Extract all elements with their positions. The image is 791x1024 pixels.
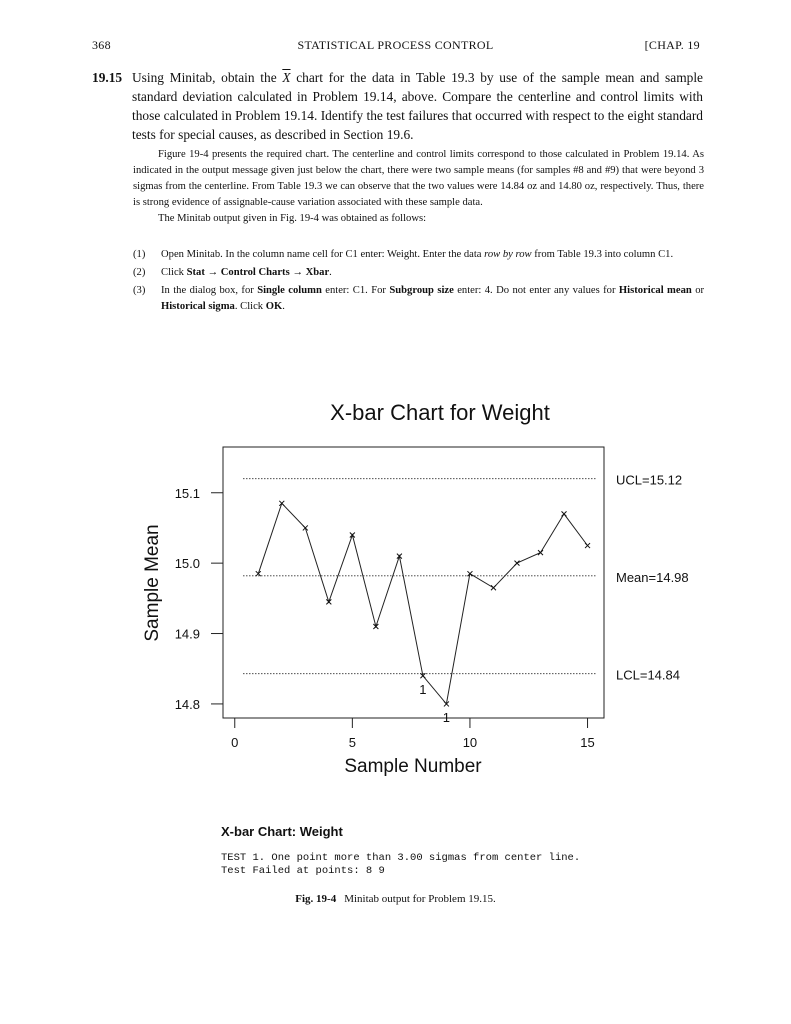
data-point <box>326 599 331 604</box>
data-point <box>514 561 519 566</box>
problem-statement <box>92 68 703 144</box>
x-tick-label: 15 <box>580 735 595 750</box>
solution-paragraph-1: Figure 19-4 presents the required chart. The centerline and control limits correspond to those calculated in Problem 19.14. As indicated in the output message given just below the chart, there were two sample means (for samples #8 and #9) that were beyond 3 sigmas from the centerline. From Table 19.3 we can observe that the two values were 14.84 oz and 14.80 oz, respectively. Thus, there is strong evidence of assignable-cause variation associated with these sample data. <box>133 149 704 208</box>
problem-text-end: chart for the data in Table 19.3 by use of the sample mean and sample standard deviation calculated in Problem 19.14, above. Compare the centerline and control limits with those calculated in Problem 19.14. Identify the test failures that occurred with respect to the eight standard tests for special causes, as described in Section 19.6. <box>132 70 703 142</box>
figure-label: Fig. 19-4 <box>295 893 337 905</box>
step-text: Click <box>161 267 187 278</box>
step-number: (2) <box>133 267 146 278</box>
data-point <box>538 550 543 555</box>
arrow-icon: → <box>289 267 306 278</box>
step-text: In the dialog box, for <box>161 285 258 296</box>
running-title: STATISTICAL PROCESS CONTROL <box>297 38 494 52</box>
step-text: . Click <box>234 301 266 312</box>
chapter-label: [CHAP. 19 <box>644 38 700 52</box>
procedure-steps <box>133 247 704 317</box>
step-2 <box>133 265 704 281</box>
plot-frame <box>223 447 604 718</box>
test-failure-flag: 1 <box>442 709 451 725</box>
reference-label-2: LCL=14.84 <box>616 667 680 683</box>
data-point <box>303 525 308 530</box>
field-single-column: Single column <box>257 285 322 296</box>
menu-xbar: Xbar <box>305 267 330 278</box>
step-3 <box>133 283 704 315</box>
solution-paragraph-2: The Minitab output given in Fig. 19-4 was obtained as follows: <box>158 213 427 224</box>
field-historical-sigma: Historical sigma <box>161 301 235 312</box>
test-failure-flag: 1 <box>419 681 427 697</box>
test-line: TEST 1. One point more than 3.00 sigmas from center line. <box>221 852 581 864</box>
xbar-symbol: $\overline{X}$ <box>282 70 291 85</box>
data-point <box>585 543 590 548</box>
failed-line: Test Failed at points: 8 9 <box>221 865 385 877</box>
output-message <box>221 852 580 878</box>
y-tick-label: 14.8 <box>174 696 200 712</box>
y-tick-label: 15.0 <box>174 556 200 572</box>
x-tick-label: 10 <box>462 735 478 750</box>
data-point <box>279 501 284 506</box>
step-text: . <box>329 267 332 278</box>
solution-text <box>133 147 704 227</box>
figure-caption-text: Minitab output for Problem 19.15. <box>344 893 496 905</box>
menu-control-charts: Control Charts <box>220 267 290 278</box>
problem-text-start: Using Minitab, obtain the <box>132 70 283 85</box>
y-axis-label: Sample Mean <box>142 524 163 642</box>
step-text: Open Minitab. In the column name cell for C1 enter: Weight. Enter the data <box>161 249 485 260</box>
reference-label-0: UCL=15.12 <box>616 472 683 488</box>
field-subgroup-size: Subgroup size <box>389 285 454 296</box>
problem-text <box>132 68 703 144</box>
field-historical-mean: Historical mean <box>618 285 692 296</box>
step-text: . <box>282 301 285 312</box>
step-italic: row by row <box>484 249 532 260</box>
step-text: or <box>691 285 705 296</box>
figure-caption <box>0 893 791 905</box>
x-tick-label: 5 <box>348 735 356 750</box>
page-number: 368 <box>92 38 111 52</box>
chart-title: X-bar Chart for Weight <box>330 400 550 425</box>
step-number: (1) <box>133 249 146 260</box>
step-1 <box>133 247 704 263</box>
reference-label-1: Mean=14.98 <box>616 569 689 585</box>
x-axis-label: Sample Number <box>344 756 482 777</box>
menu-stat: Stat <box>186 267 205 278</box>
data-point <box>562 511 567 516</box>
ok-label: OK <box>265 301 283 312</box>
step-number: (3) <box>133 285 146 296</box>
data-point <box>491 585 496 590</box>
step-text: from Table 19.3 into column C1. <box>531 249 674 260</box>
output-title: X-bar Chart: Weight <box>221 824 343 839</box>
y-tick-label: 15.1 <box>174 485 200 501</box>
xbar-chart <box>0 380 791 800</box>
arrow-icon: → <box>204 267 221 278</box>
step-text: enter: 4. Do not enter any values for <box>453 285 619 296</box>
y-tick-label: 14.9 <box>174 626 200 642</box>
problem-number: 19.15 <box>92 70 123 85</box>
x-tick-label: 0 <box>231 735 239 750</box>
step-text: enter: C1. For <box>321 285 390 296</box>
